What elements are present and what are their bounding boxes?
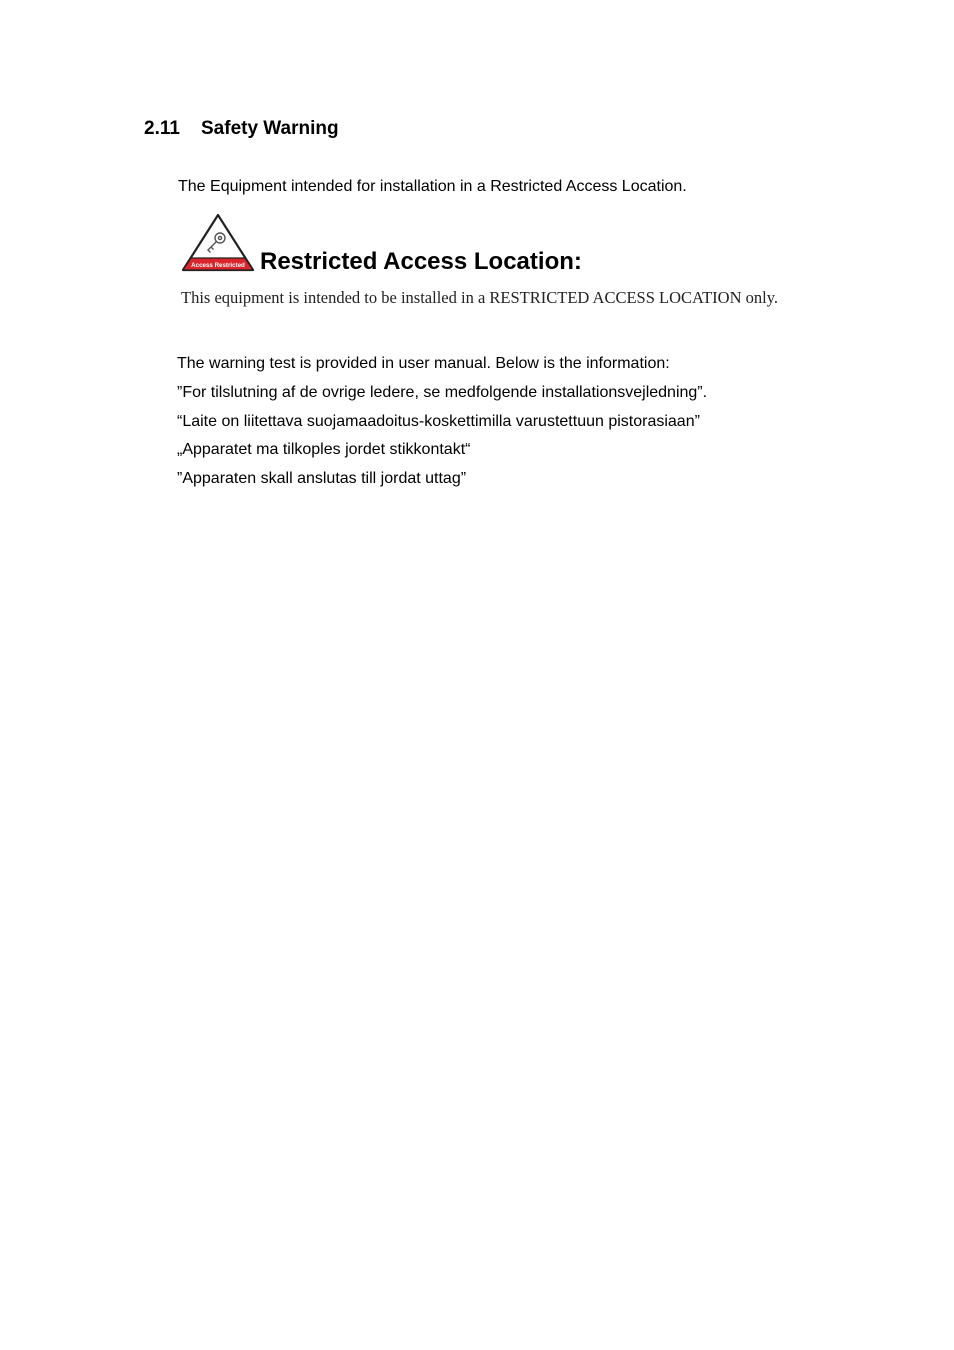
key-warning-triangle-icon: [180, 212, 256, 274]
section-title: Safety Warning: [201, 118, 339, 139]
warning-title: Restricted Access Location:: [260, 248, 582, 275]
section-number: 2.11: [144, 118, 180, 139]
info-line-finnish: “Laite on liitettava suojamaadoitus-koskettimilla varustettuun pistorasiaan”: [177, 412, 700, 430]
info-block: [177, 350, 707, 494]
info-line-swedish: ”Apparaten skall anslutas till jordat uttag”: [177, 470, 467, 488]
section-heading: [144, 118, 339, 140]
warning-icon-label: Access Restricted: [191, 262, 245, 269]
warning-text: This equipment is intended to be installed in a RESTRICTED ACCESS LOCATION only.: [181, 288, 779, 307]
info-line: The warning test is provided in user manual. Below is the information:: [177, 355, 670, 372]
restricted-access-warning: [180, 212, 860, 322]
intro-paragraph: The Equipment intended for installation in a Restricted Access Location.: [178, 178, 687, 195]
info-line-danish: ”For tilslutning af de ovrige ledere, se medfolgende installationsvejledning”.: [177, 383, 708, 401]
info-line-norwegian: „Apparatet ma tilkoples jordet stikkontakt“: [177, 441, 471, 459]
